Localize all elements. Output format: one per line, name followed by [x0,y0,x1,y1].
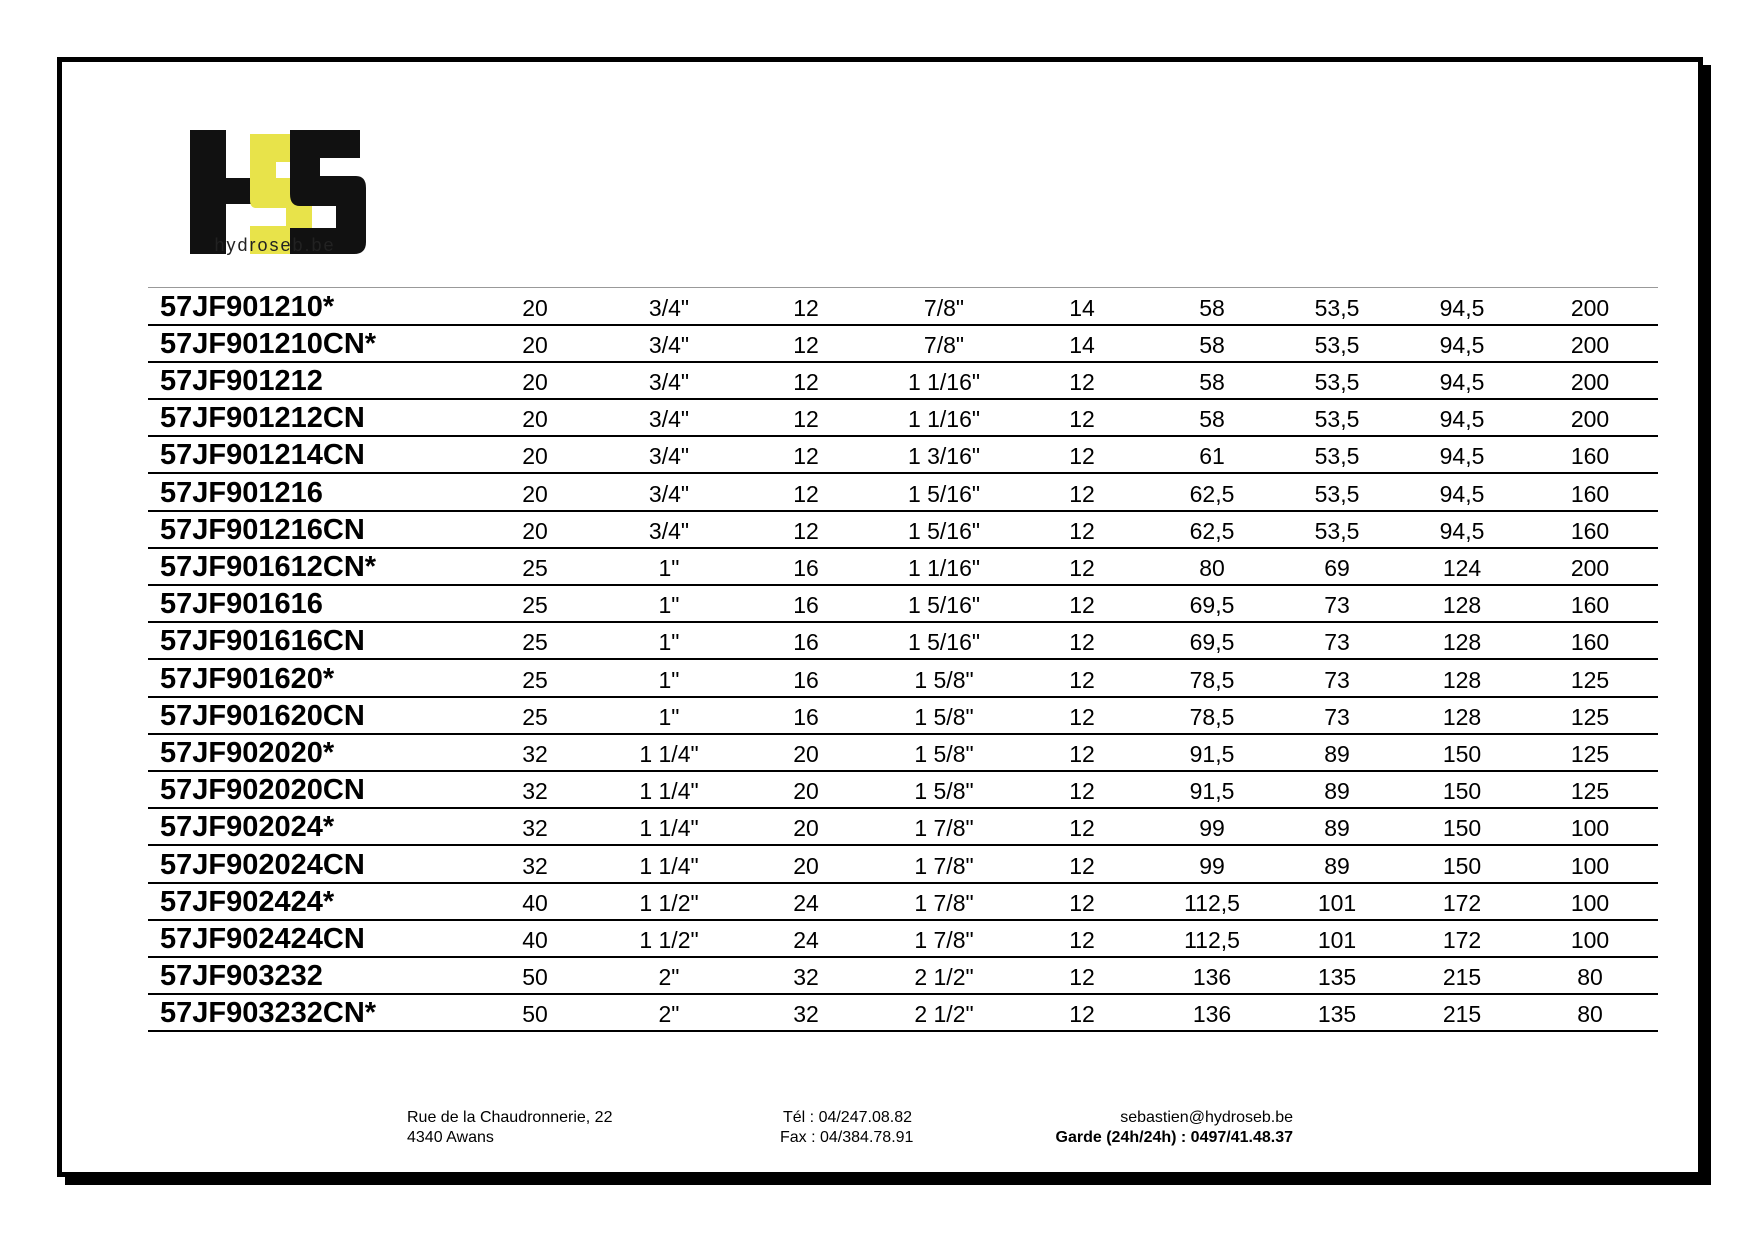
table-cell: 16 [736,548,876,585]
table-cell: 94,5 [1402,436,1522,473]
table-cell: 32 [736,994,876,1031]
table-cell: 172 [1402,920,1522,957]
product-code-cell: 57JF902020* [148,734,468,771]
table-cell: 150 [1402,808,1522,845]
table-cell: 20 [468,325,602,362]
table-cell: 12 [1012,436,1152,473]
table-row [148,697,1658,734]
table-cell: 1 5/16" [876,622,1012,659]
product-code-cell: 57JF901212 [148,362,468,399]
table-cell: 7/8" [876,288,1012,325]
table-row [148,994,1658,1031]
table-cell: 94,5 [1402,362,1522,399]
table-cell: 80 [1522,957,1658,994]
table-cell: 50 [468,994,602,1031]
table-cell: 53,5 [1272,511,1402,548]
table-cell: 1 5/8" [876,659,1012,696]
table-cell: 89 [1272,808,1402,845]
table-row [148,325,1658,362]
table-cell: 94,5 [1402,399,1522,436]
table-cell: 78,5 [1152,697,1272,734]
table-cell: 125 [1522,659,1658,696]
table-cell: 32 [468,808,602,845]
table-cell: 20 [736,845,876,882]
table-cell: 25 [468,585,602,622]
address-line2: 4340 Awans [407,1129,494,1146]
table-cell: 40 [468,883,602,920]
table-cell: 89 [1272,734,1402,771]
table-cell: 136 [1152,957,1272,994]
table-cell: 100 [1522,808,1658,845]
table-cell: 25 [468,548,602,585]
table-cell: 135 [1272,994,1402,1031]
product-code-cell: 57JF901620* [148,659,468,696]
table-cell: 215 [1402,994,1522,1031]
email-text: sebastien@hydroseb.be [1120,1109,1293,1126]
table-row [148,585,1658,622]
table-cell: 1" [602,697,736,734]
table-row [148,845,1658,882]
table-cell: 128 [1402,697,1522,734]
table-cell: 128 [1402,622,1522,659]
product-table [148,287,1658,1032]
table-cell: 73 [1272,697,1402,734]
table-cell: 12 [1012,883,1152,920]
table-cell: 73 [1272,585,1402,622]
table-cell: 20 [736,771,876,808]
table-cell: 124 [1402,548,1522,585]
table-cell: 12 [736,362,876,399]
table-cell: 112,5 [1152,920,1272,957]
table-cell: 3/4" [602,473,736,510]
table-cell: 3/4" [602,288,736,325]
product-code-cell: 57JF902020CN [148,771,468,808]
table-cell: 1 5/8" [876,734,1012,771]
table-cell: 200 [1522,325,1658,362]
table-cell: 160 [1522,511,1658,548]
table-cell: 1 7/8" [876,845,1012,882]
fax-text: Fax : 04/384.78.91 [780,1129,914,1146]
table-cell: 20 [468,473,602,510]
table-cell: 101 [1272,883,1402,920]
table-cell: 172 [1402,883,1522,920]
product-code-cell: 57JF902024CN [148,845,468,882]
table-cell: 12 [1012,585,1152,622]
table-cell: 32 [736,957,876,994]
table-cell: 99 [1152,845,1272,882]
table-cell: 1 1/2" [602,883,736,920]
table-cell: 2 1/2" [876,994,1012,1031]
table-cell: 1 1/4" [602,845,736,882]
table-cell: 12 [736,399,876,436]
table-cell: 1 7/8" [876,808,1012,845]
table-cell: 14 [1012,288,1152,325]
footer-address [407,1108,612,1148]
product-code-cell: 57JF901216CN [148,511,468,548]
table-cell: 50 [468,957,602,994]
table-cell: 94,5 [1402,473,1522,510]
table-cell: 94,5 [1402,325,1522,362]
table-cell: 80 [1152,548,1272,585]
table-cell: 1 5/8" [876,771,1012,808]
table-cell: 3/4" [602,362,736,399]
product-code-cell: 57JF901214CN [148,436,468,473]
table-cell: 24 [736,920,876,957]
table-cell: 1 1/16" [876,362,1012,399]
table-cell: 3/4" [602,325,736,362]
table-row [148,548,1658,585]
table-cell: 89 [1272,771,1402,808]
product-code-cell: 57JF903232 [148,957,468,994]
table-cell: 1 1/16" [876,399,1012,436]
product-code-cell: 57JF901620CN [148,697,468,734]
table-cell: 215 [1402,957,1522,994]
product-code-cell: 57JF902424* [148,883,468,920]
product-code-cell: 57JF901216 [148,473,468,510]
table-cell: 61 [1152,436,1272,473]
table-cell: 135 [1272,957,1402,994]
table-row [148,659,1658,696]
table-cell: 12 [736,511,876,548]
table-cell: 1 1/16" [876,548,1012,585]
table-row [148,883,1658,920]
table-cell: 3/4" [602,511,736,548]
table-row [148,771,1658,808]
tel-text: Tél : 04/247.08.82 [783,1109,912,1126]
table-cell: 69,5 [1152,585,1272,622]
table-cell: 58 [1152,362,1272,399]
table-cell: 12 [1012,399,1152,436]
table-cell: 53,5 [1272,473,1402,510]
table-cell: 100 [1522,883,1658,920]
table-row [148,808,1658,845]
product-code-cell: 57JF901616 [148,585,468,622]
table-cell: 150 [1402,771,1522,808]
table-cell: 16 [736,585,876,622]
table-cell: 91,5 [1152,734,1272,771]
table-cell: 150 [1402,734,1522,771]
table-cell: 12 [1012,771,1152,808]
product-code-cell: 57JF903232CN* [148,994,468,1031]
table-cell: 12 [1012,734,1152,771]
table-cell: 12 [1012,548,1152,585]
table-cell: 12 [1012,994,1152,1031]
table-cell: 1 1/2" [602,920,736,957]
table-cell: 73 [1272,622,1402,659]
table-cell: 1 1/4" [602,734,736,771]
table-cell: 1" [602,622,736,659]
table-cell: 53,5 [1272,436,1402,473]
table-cell: 12 [1012,659,1152,696]
table-cell: 1 5/16" [876,473,1012,510]
table-row [148,362,1658,399]
table-cell: 2 1/2" [876,957,1012,994]
table-cell: 2" [602,994,736,1031]
table-row [148,436,1658,473]
table-cell: 12 [736,436,876,473]
table-cell: 58 [1152,325,1272,362]
table-cell: 20 [468,362,602,399]
table-cell: 53,5 [1272,399,1402,436]
product-code-cell: 57JF902024* [148,808,468,845]
table-cell: 200 [1522,362,1658,399]
table-cell: 160 [1522,585,1658,622]
table-cell: 150 [1402,845,1522,882]
table-cell: 40 [468,920,602,957]
table-cell: 32 [468,845,602,882]
product-code-cell: 57JF901210* [148,288,468,325]
table-cell: 20 [468,511,602,548]
table-cell: 12 [1012,920,1152,957]
table-cell: 94,5 [1402,511,1522,548]
table-cell: 32 [468,734,602,771]
table-cell: 100 [1522,845,1658,882]
table-cell: 160 [1522,436,1658,473]
table-cell: 12 [736,288,876,325]
table-row [148,622,1658,659]
table-cell: 1" [602,585,736,622]
table-cell: 160 [1522,622,1658,659]
table-cell: 12 [1012,957,1152,994]
table-cell: 3/4" [602,399,736,436]
table-cell: 78,5 [1152,659,1272,696]
table-cell: 3/4" [602,436,736,473]
table-cell: 16 [736,659,876,696]
table-cell: 53,5 [1272,325,1402,362]
table-cell: 32 [468,771,602,808]
table-cell: 160 [1522,473,1658,510]
table-row [148,957,1658,994]
table-cell: 1 5/16" [876,585,1012,622]
table-cell: 2" [602,957,736,994]
table-cell: 1 5/8" [876,697,1012,734]
table-cell: 20 [468,288,602,325]
table-cell: 20 [468,436,602,473]
table-cell: 1 5/16" [876,511,1012,548]
table-cell: 125 [1522,697,1658,734]
table-cell: 12 [1012,622,1152,659]
footer-contact [960,1108,1293,1148]
table-cell: 62,5 [1152,511,1272,548]
table-cell: 200 [1522,288,1658,325]
table-cell: 12 [1012,362,1152,399]
table-cell: 20 [736,808,876,845]
product-code-cell: 57JF901212CN [148,399,468,436]
table-cell: 14 [1012,325,1152,362]
table-row [148,734,1658,771]
table-cell: 1 7/8" [876,920,1012,957]
table-cell: 100 [1522,920,1658,957]
table-cell: 136 [1152,994,1272,1031]
table-cell: 58 [1152,399,1272,436]
table-cell: 12 [1012,473,1152,510]
table-cell: 91,5 [1152,771,1272,808]
table-cell: 12 [736,473,876,510]
table-cell: 1 1/4" [602,771,736,808]
table-cell: 1 1/4" [602,808,736,845]
table-cell: 12 [1012,697,1152,734]
garde-text: Garde (24h/24h) : 0497/41.48.37 [1055,1129,1293,1146]
table-cell: 12 [1012,808,1152,845]
table-cell: 1 7/8" [876,883,1012,920]
table-cell: 99 [1152,808,1272,845]
table-row [148,920,1658,957]
table-cell: 69 [1272,548,1402,585]
table-cell: 200 [1522,399,1658,436]
table-cell: 101 [1272,920,1402,957]
table-cell: 125 [1522,771,1658,808]
table-row [148,399,1658,436]
product-code-cell: 57JF901210CN* [148,325,468,362]
table-row [148,511,1658,548]
table-cell: 1" [602,659,736,696]
table-cell: 89 [1272,845,1402,882]
table-cell: 58 [1152,288,1272,325]
table-cell: 12 [736,325,876,362]
table-cell: 25 [468,659,602,696]
table-cell: 20 [736,734,876,771]
table-cell: 128 [1402,585,1522,622]
address-line1: Rue de la Chaudronnerie, 22 [407,1109,613,1126]
table-cell: 112,5 [1152,883,1272,920]
table-cell: 16 [736,697,876,734]
table-cell: 24 [736,883,876,920]
table-cell: 128 [1402,659,1522,696]
table-cell: 200 [1522,548,1658,585]
table-cell: 12 [1012,845,1152,882]
table-cell: 69,5 [1152,622,1272,659]
table-cell: 80 [1522,994,1658,1031]
table-cell: 94,5 [1402,288,1522,325]
product-code-cell: 57JF901616CN [148,622,468,659]
product-code-cell: 57JF902424CN [148,920,468,957]
table-cell: 7/8" [876,325,1012,362]
table-cell: 1 3/16" [876,436,1012,473]
table-cell: 1" [602,548,736,585]
table-row [148,288,1658,325]
product-code-cell: 57JF901612CN* [148,548,468,585]
table-cell: 25 [468,697,602,734]
table-cell: 12 [1012,511,1152,548]
table-cell: 62,5 [1152,473,1272,510]
footer-phone [780,1108,913,1148]
logo-text: hydroseb.be [214,235,336,255]
table-cell: 25 [468,622,602,659]
table-cell: 53,5 [1272,288,1402,325]
table-cell: 20 [468,399,602,436]
table-row [148,473,1658,510]
table-cell: 125 [1522,734,1658,771]
table-cell: 53,5 [1272,362,1402,399]
table-cell: 73 [1272,659,1402,696]
table-cell: 16 [736,622,876,659]
